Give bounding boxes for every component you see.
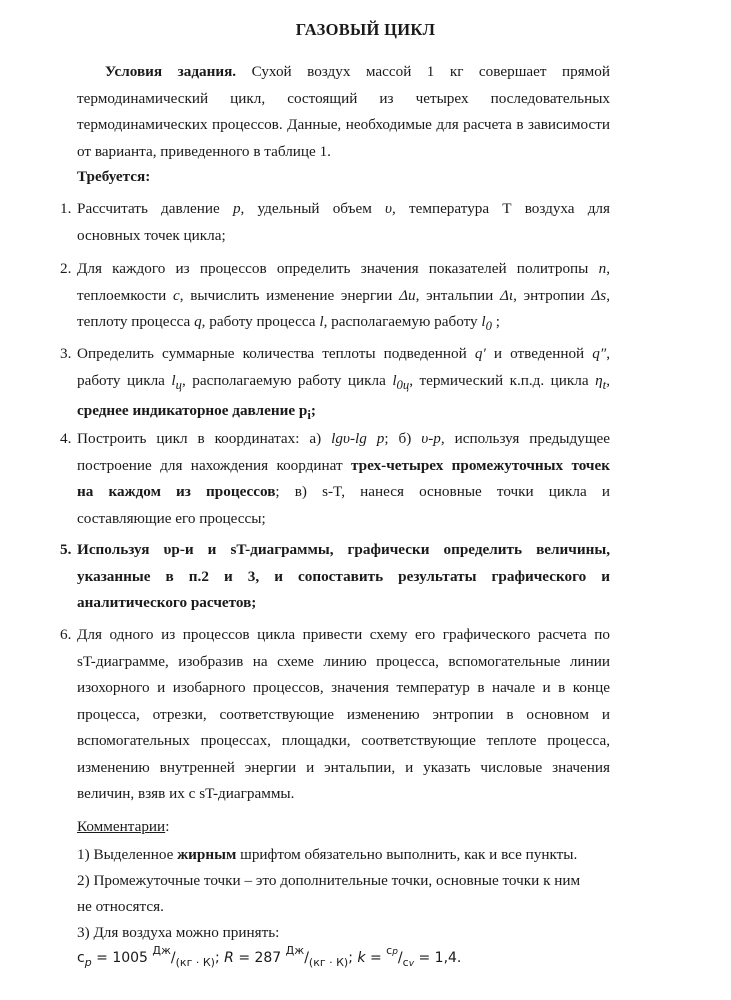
conditions-line-3: термодинамических процессов. Данные, необходимые для расчета в зависимости xyxy=(77,116,610,133)
conditions-paragraph xyxy=(77,59,610,165)
item-6-line-1: Для одного из процессов цикла привести схему его графического расчета по xyxy=(77,626,610,643)
list-item: Построить цикл в координатах: а) lgυ-lg p; б) υ-p, используя предыдущее построение для нахождения координат трех-четырех промежуточных точек на каждом из процессов; в) s-T, нанеся основные точки цикла и составляющие его процессы; xyxy=(77,430,610,527)
required-label: Требуется: xyxy=(77,168,151,185)
conditions-line-1: Сухой воздух массой 1 кг совершает прямой xyxy=(251,63,611,80)
item-6-line-7: величин, взяв их с sT-диаграммы. xyxy=(77,785,295,802)
list-item xyxy=(77,537,610,617)
list-item: Рассчитать давление p, удельный объем υ, температура Т воздуха для основных точек цикла; xyxy=(77,200,610,244)
item-6-line-3: изохорного и изобарного процессов, значения температур в начале и в конце xyxy=(77,679,610,696)
conditions-line-4: от варианта, приведенного в таблице 1. xyxy=(77,142,331,160)
item-6-line-4: процесса, отрезки, соответствующие изменению энтропии в основном и xyxy=(77,705,610,723)
item-5-line-3: аналитического расчетов; xyxy=(77,594,257,611)
list-item: Определить суммарные количества теплоты подведенной q′ и отведенной q″, работу цикла $l_ц$, располагаемую работу цикла $l_{0ц}$, термический к.п.д. цикла $\eta_t$, среднее индикаторное давление $p_i$; xyxy=(77,345,610,423)
item-number: 5. xyxy=(60,541,72,558)
comment-1: 1) Выделенное жирным шрифтом обязательно выполнить, как и все пункты. xyxy=(77,846,578,863)
conditions-line-2: термодинамический цикл, состоящий из четырех последовательных xyxy=(77,89,610,107)
comment-2-line-2: не относятся. xyxy=(77,898,164,915)
item-number: 2. xyxy=(60,260,72,277)
item-5-line-2: указанные в п.2 и 3, и сопоставить результаты графического и xyxy=(77,567,610,585)
item-number: 1. xyxy=(60,200,72,217)
item-6-line-6: изменению внутренней энергии и энтальпии, и указать числовые значения xyxy=(77,758,610,776)
air-constants-formula: $c_p = 1005$ $^{Дж}/_{(кг \cdot К)}$; R = 287 $^{Дж}/_{(кг \cdot К)}$; $k = ^{cp}/_{cv} = 1,4$. xyxy=(77,944,462,969)
item-number: 3. xyxy=(60,345,72,362)
conditions-label: Условия задания. xyxy=(105,63,237,80)
item-number: 4. xyxy=(60,430,72,447)
comment-2-line-1: 2) Промежуточные точки – это дополнительные точки, основные точки к ним xyxy=(77,872,581,889)
page-title: ГАЗОВЫЙ ЦИКЛ xyxy=(295,20,436,39)
item-5-line-1: Используя υp-и и sT-диаграммы, графически определить величины, xyxy=(77,541,610,558)
item-6-line-2: sT-диаграмме, изобразив на схеме линию процесса, вспомогательные линии xyxy=(77,652,610,670)
list-item xyxy=(77,622,610,808)
comments-heading: Комментарии: xyxy=(77,818,170,835)
item-6-line-5: вспомогательных процессах, площадки, соответствующие теплоте процесса, xyxy=(77,732,610,749)
comment-3: 3) Для воздуха можно принять: xyxy=(77,924,280,941)
list-item: Для каждого из процессов определить значения показателей политропы n, теплоемкости c, вычислить изменение энергии Δu, энтальпии Δι, энтропии Δs, теплоту процесса q, работу процесса l, располагаемую работу $l_0$ ; xyxy=(77,260,611,334)
item-number: 6. xyxy=(60,626,72,643)
